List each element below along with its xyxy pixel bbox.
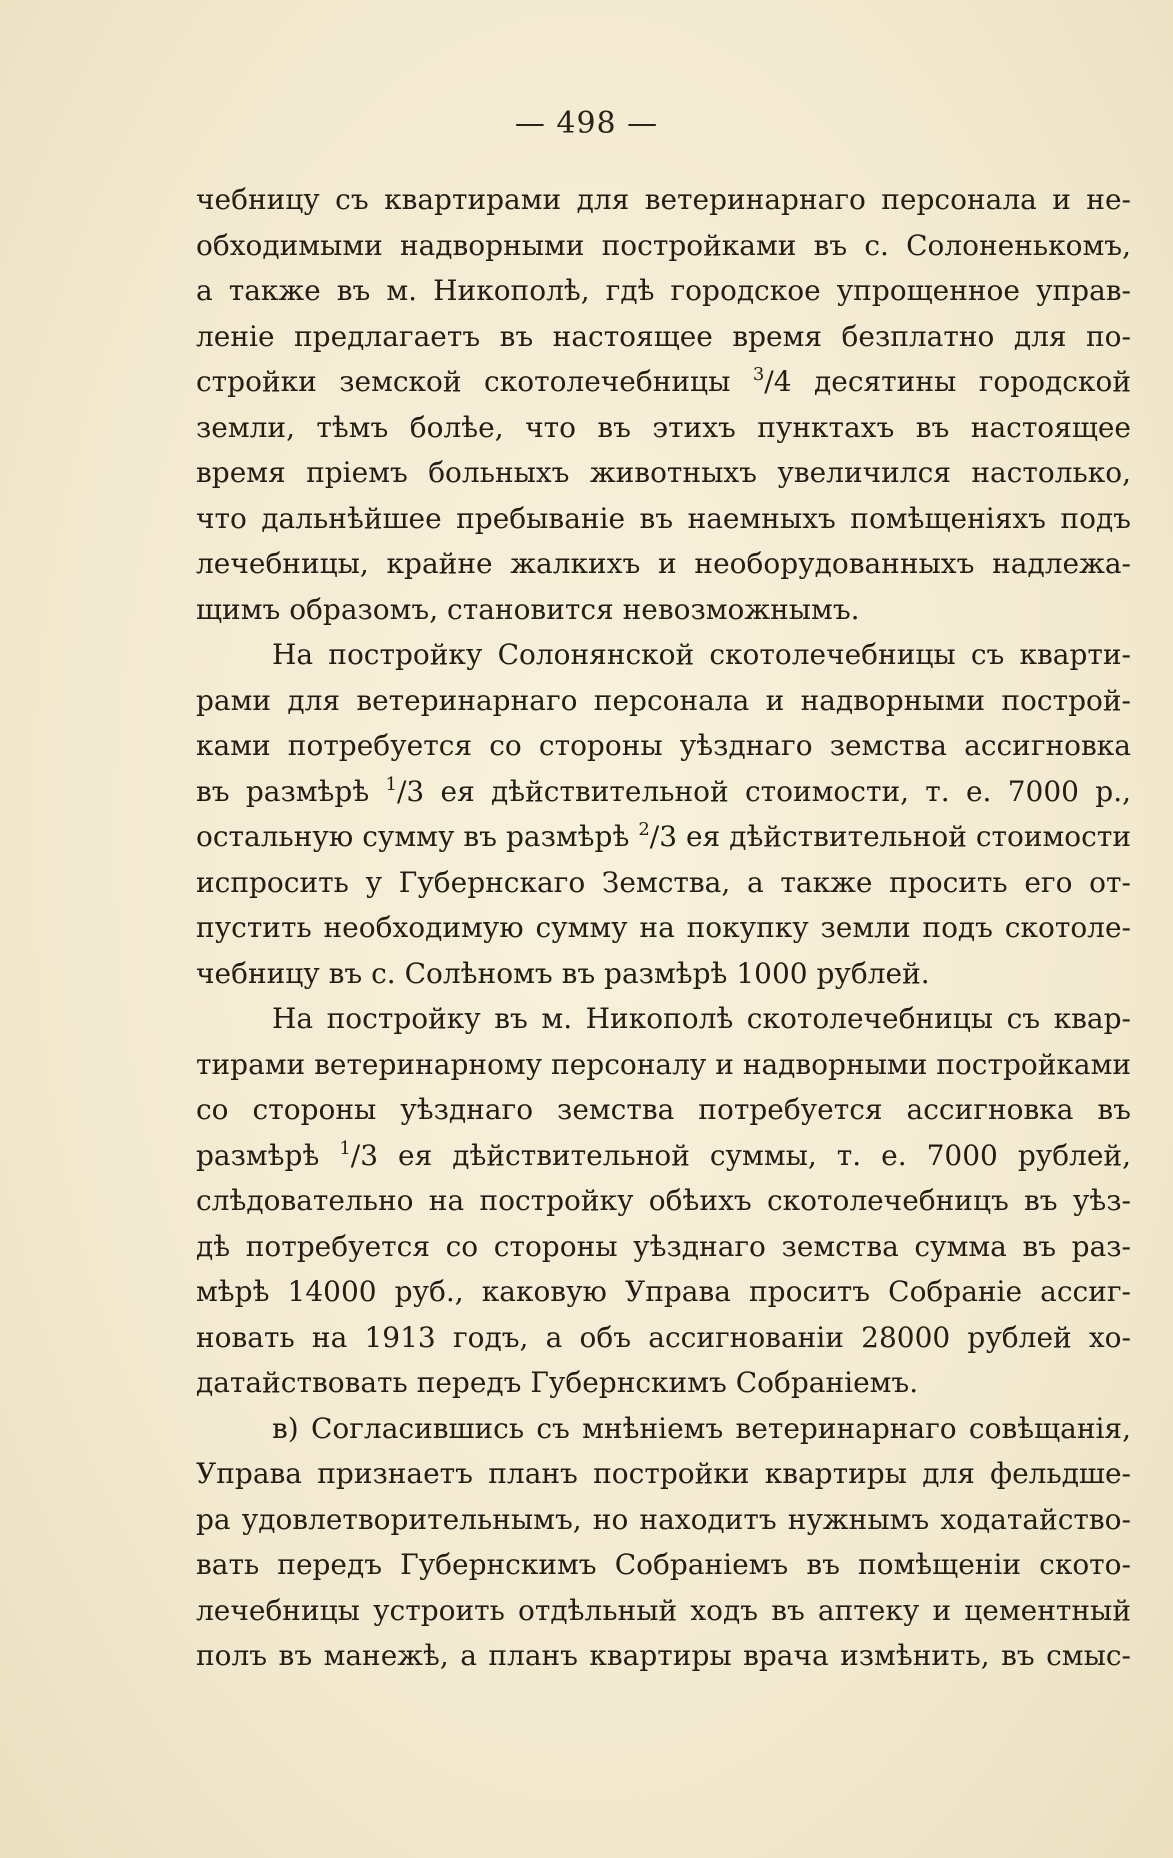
text-line <box>196 814 1131 860</box>
line-text-before-fraction: стройки земской скотолечебницы <box>196 365 753 398</box>
text-line: щимъ образомъ, становится невозможнымъ. <box>196 592 860 626</box>
text-line: На постройку Солонянской скотолечебницы съ кварти- <box>272 638 1131 671</box>
line-text-before-fraction: размѣрѣ <box>196 1138 340 1172</box>
text-line: Управа признаетъ планъ постройки квартиры для фельдше- <box>196 1457 1131 1490</box>
text-line: время пріемъ больныхъ животныхъ увеличился настолько, <box>196 456 1131 489</box>
fraction-numerator: 3 <box>752 364 765 385</box>
text-line: испросить у Губернскаго Земства, а также просить его от- <box>196 865 1131 899</box>
text-line: леніе предлагаетъ въ настоящее время безплатно для по- <box>196 319 1131 353</box>
text-line: пустить необходимую сумму на покупку земли подъ скотоле- <box>196 911 1131 944</box>
text-line: На постройку въ м. Никополѣ скотолечебницы съ квар- <box>272 1002 1131 1035</box>
body-text <box>196 177 1131 1679</box>
line-text-before-fraction: въ размѣрѣ <box>196 774 386 808</box>
fraction-numerator: 1 <box>385 773 397 795</box>
text-line: в) Согласившись съ мнѣніемъ ветеринарнаго совѣщанія, <box>272 1411 1131 1445</box>
text-line: обходимыми надворными постройками въ с. Солоненькомъ, <box>196 228 1131 262</box>
line-text-after-fraction: /3 ея дѣйствительной стоимости <box>649 820 1131 853</box>
text-line <box>196 1133 1131 1179</box>
page-number: — 498 — <box>514 106 659 141</box>
text-line: чебницу съ квартирами для ветеринарнаго персонала и не- <box>196 183 1131 216</box>
text-line: дѣ потребуется со стороны уѣзднаго земства сумма въ раз- <box>196 1229 1131 1263</box>
text-line: слѣдовательно на постройку обѣихъ скотолечебницъ въ уѣз- <box>196 1184 1131 1217</box>
text-line <box>196 769 1131 815</box>
text-line: лечебницы, крайне жалкихъ и необорудованныхъ надлежа- <box>196 547 1131 580</box>
text-line: что дальнѣйшее пребываніе въ наемныхъ помѣщеніяхъ подъ <box>196 501 1131 535</box>
line-text-after-fraction: /4 десятины городской <box>764 365 1131 398</box>
text-line: датайствовать передъ Губернскимъ Собраніемъ. <box>196 1366 919 1399</box>
text-line: со стороны уѣзднаго земства потребуется ассигновка въ <box>196 1093 1131 1126</box>
text-line: ра удовлетворительнымъ, но находитъ нужнымъ ходатайство- <box>196 1502 1131 1536</box>
text-line: новать на 1913 годъ, а объ ассигнованіи 28000 рублей хо- <box>196 1320 1131 1354</box>
text-line: вать передъ Губернскимъ Собраніемъ въ помѣщеніи ското- <box>196 1548 1131 1581</box>
text-line: рами для ветеринарнаго персонала и надворными построй- <box>196 683 1131 717</box>
text-line <box>196 359 1131 405</box>
fraction-numerator: 1 <box>339 1137 351 1159</box>
text-line: лечебницы устроить отдѣльный ходъ въ аптеку и цементный <box>196 1593 1131 1627</box>
text-line: чебницу въ с. Солѣномъ въ размѣрѣ 1000 рублей. <box>196 956 930 990</box>
text-line: полъ въ манежѣ, а планъ квартиры врача измѣнить, въ смыс- <box>196 1639 1131 1672</box>
text-line: мѣрѣ 14000 руб., каковую Управа проситъ Собраніе ассиг- <box>196 1275 1131 1308</box>
text-line: ками потребуется со стороны уѣзднаго земства ассигновка <box>196 729 1131 762</box>
line-text-after-fraction: /3 ея дѣйствительной стоимости, т. е. 7000 р., <box>396 774 1131 808</box>
fraction-numerator: 2 <box>638 819 650 840</box>
text-line: а также въ м. Никополѣ, гдѣ городское упрощенное управ- <box>196 274 1131 307</box>
line-text-after-fraction: /3 ея дѣйствительной суммы, т. е. 7000 рублей, <box>350 1138 1131 1172</box>
text-line: тирами ветеринарному персоналу и надворными постройками <box>196 1047 1131 1081</box>
line-text-before-fraction: остальную сумму въ размѣрѣ <box>196 820 639 853</box>
text-line: земли, тѣмъ болѣе, что въ этихъ пунктахъ въ настоящее <box>196 410 1131 444</box>
